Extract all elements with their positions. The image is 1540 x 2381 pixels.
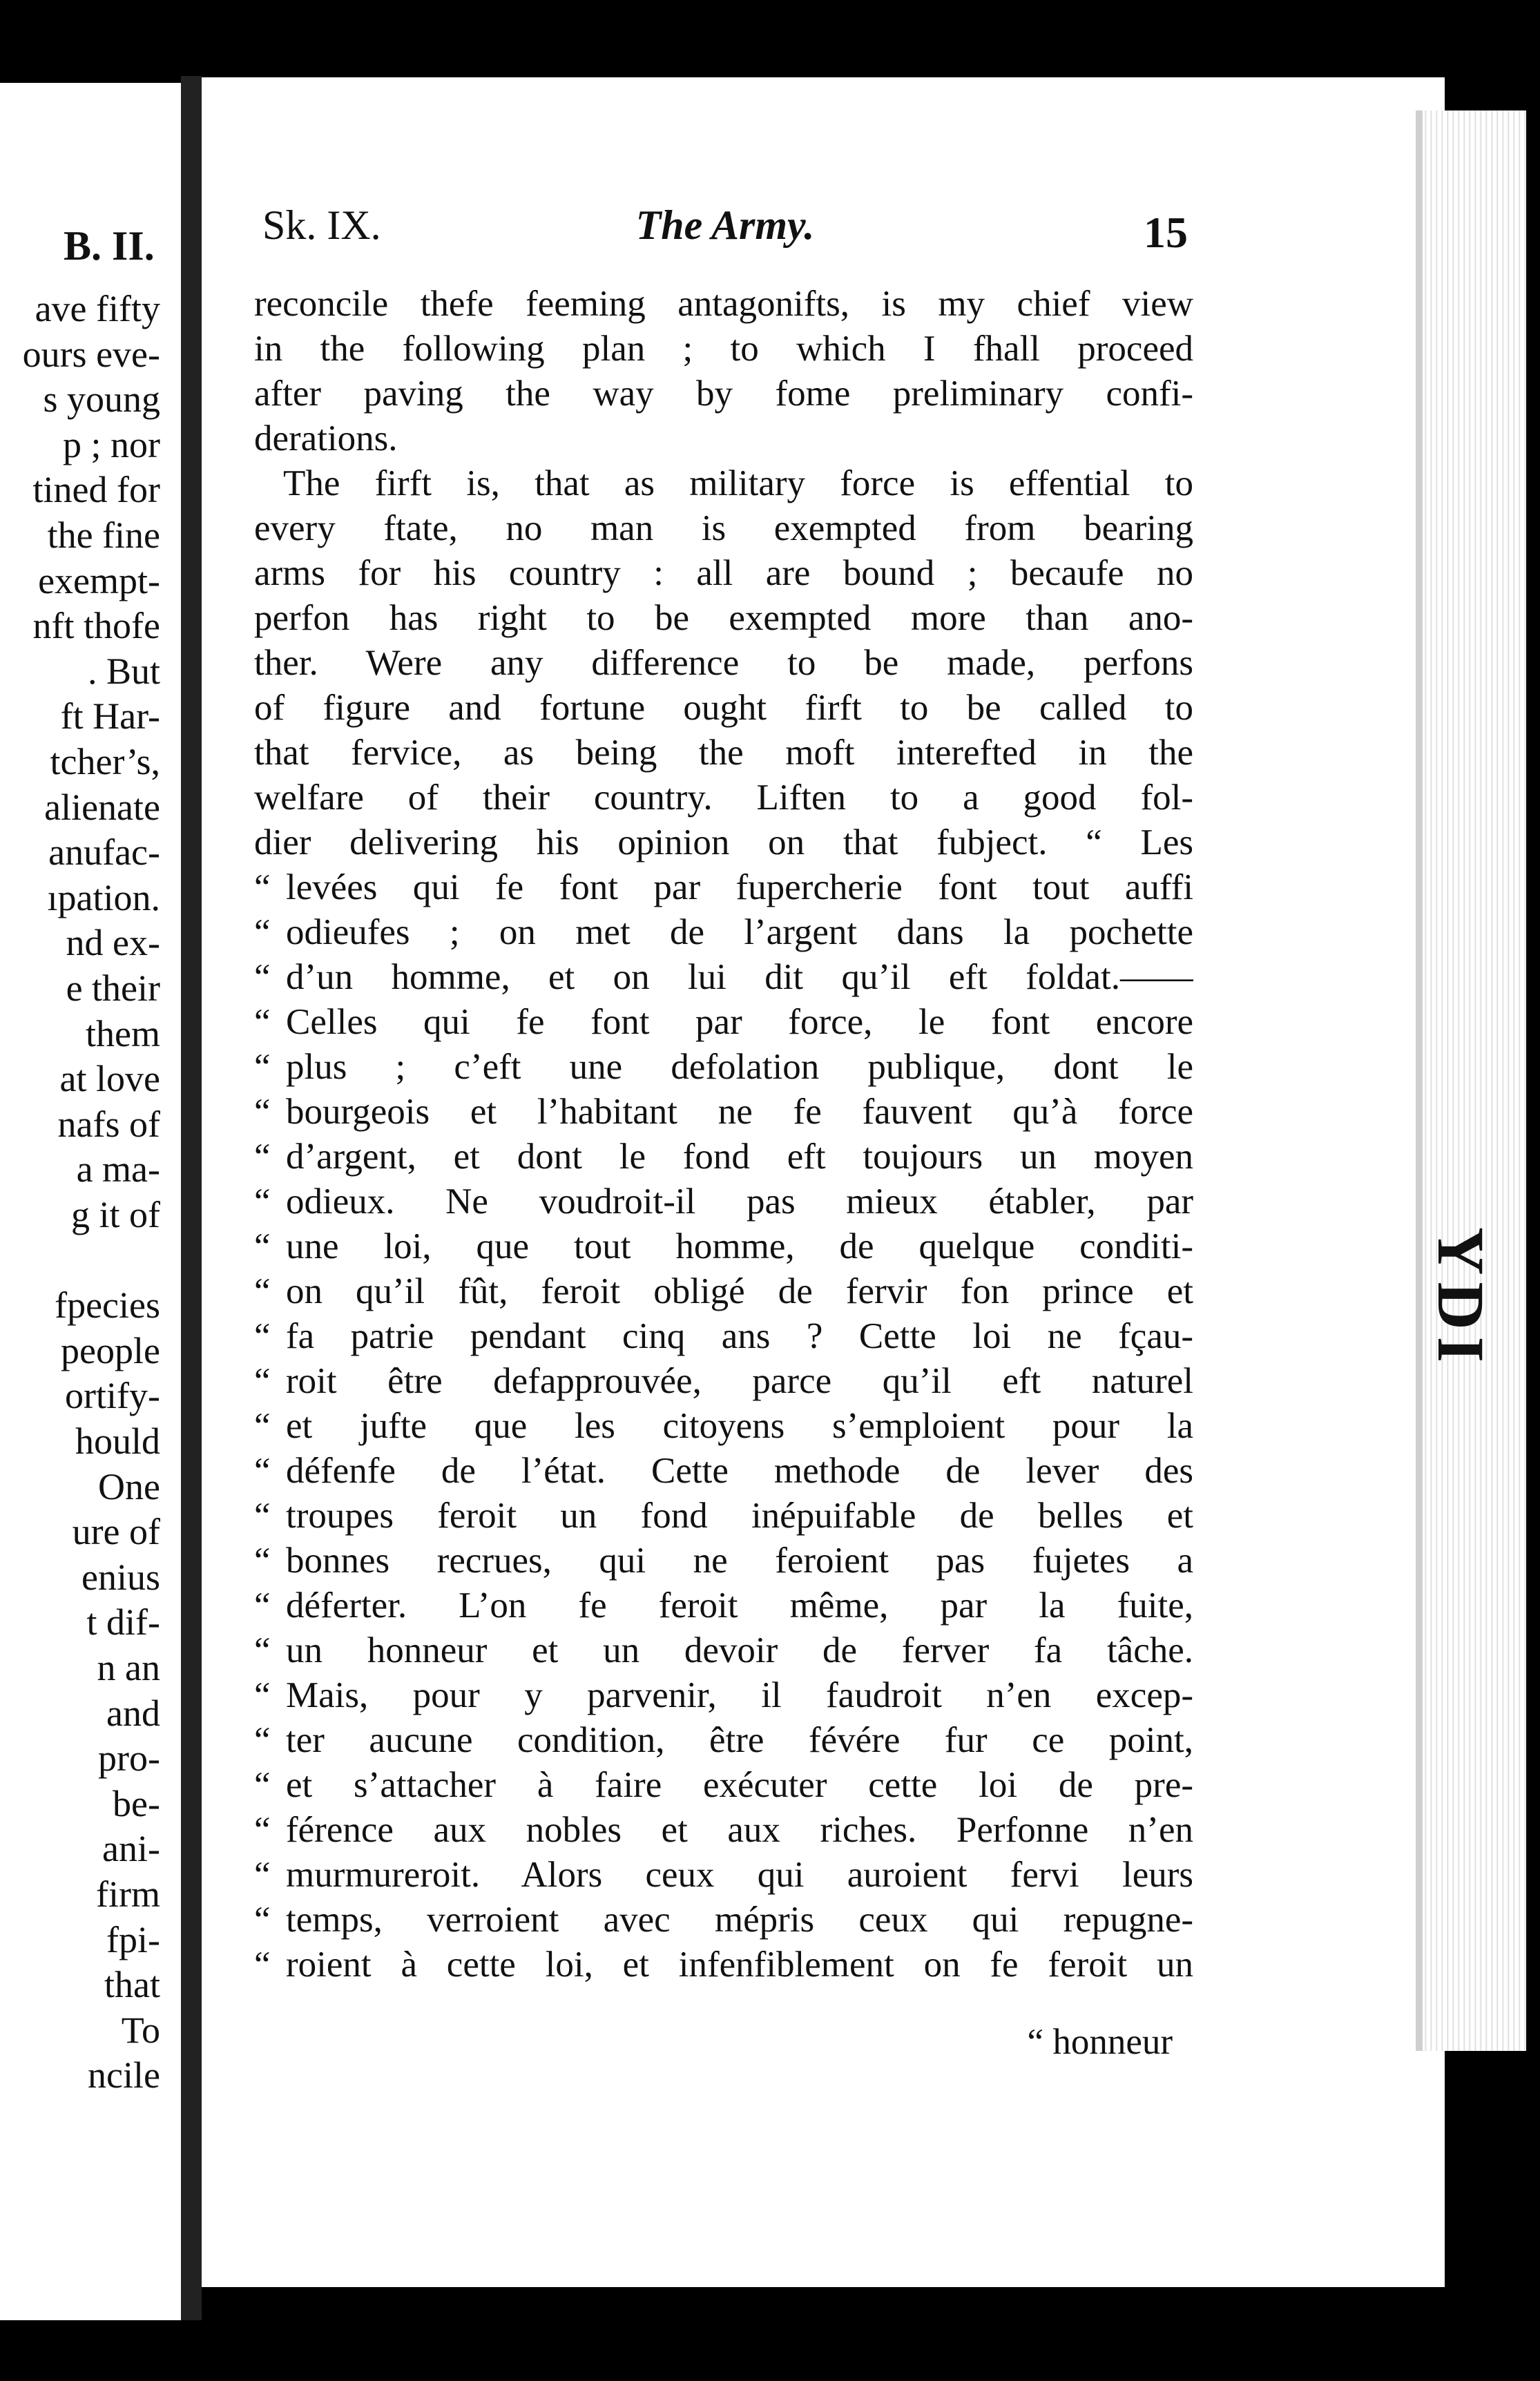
- text-line: [254, 1314, 1193, 1359]
- text-line: [254, 865, 1193, 910]
- left-fragment: p ; nor: [63, 423, 160, 465]
- left-fragment: e their: [66, 967, 160, 1009]
- line-text: et s’attacher à faire exécuter cette loi de pre-: [286, 1765, 1193, 1805]
- left-fragment: exempt-: [38, 559, 160, 601]
- left-fragment: that: [104, 1964, 160, 2006]
- left-fragment: tcher’s,: [50, 741, 160, 782]
- line-text: murmureroit. Alors ceux qui auroient fervi leurs: [286, 1855, 1193, 1895]
- left-fragment: alienate: [44, 786, 160, 828]
- left-fragment: and: [106, 1692, 160, 1734]
- line-text: The firft is, that as military force is effential to: [283, 463, 1193, 503]
- line-text: bonnes recrues, qui ne feroient pas fujetes a: [286, 1541, 1193, 1581]
- line-text: déferter. L’on fe feroit même, par la fuite,: [286, 1585, 1193, 1626]
- quote-mark: “: [254, 1496, 271, 1536]
- text-line: [254, 551, 1193, 596]
- left-fragment: ncile: [88, 2054, 160, 2096]
- left-fragment: g it of: [71, 1194, 160, 1235]
- text-line: [254, 1808, 1193, 1853]
- text-line: [254, 1135, 1193, 1179]
- line-text: plus ; c’eft une defolation publique, dont le: [286, 1047, 1193, 1087]
- left-fragment: anufac-: [48, 831, 160, 874]
- text-line: [254, 1583, 1193, 1628]
- left-fragment: them: [86, 1012, 160, 1054]
- text-line: [254, 1224, 1193, 1269]
- text-line: [254, 1853, 1193, 1898]
- page-number: 15: [1144, 208, 1188, 257]
- line-text: odieux. Ne voudroit-il pas mieux établer, par: [286, 1182, 1193, 1222]
- line-text: welfare of their country. Liften to a good fol-: [254, 778, 1193, 818]
- left-fragment: To: [121, 2009, 160, 2051]
- quote-mark: “: [254, 1630, 271, 1670]
- quote-mark: “: [254, 1092, 271, 1132]
- catchword: “ honneur: [1027, 2022, 1173, 2062]
- quote-mark: “: [254, 1137, 271, 1177]
- left-fragment: a ma-: [76, 1148, 160, 1190]
- quote-mark: “: [254, 1945, 271, 1985]
- text-line: [254, 775, 1193, 820]
- page-edge: [1416, 110, 1526, 2051]
- line-text: that fervice, as being the moft interefted in the: [254, 733, 1193, 773]
- text-line: [254, 820, 1193, 865]
- quote-mark: “: [254, 1765, 271, 1805]
- quote-mark: “: [254, 1855, 271, 1895]
- line-text: on qu’il fût, feroit obligé de fervir fon prince et: [286, 1271, 1193, 1311]
- left-fragment: s young: [43, 378, 160, 421]
- line-text: Mais, pour y parvenir, il faudroit n’en excep-: [286, 1675, 1193, 1715]
- quote-mark: “: [254, 1271, 271, 1311]
- quote-mark: “: [254, 1900, 271, 1940]
- text-line: [254, 327, 1193, 372]
- text-line: [254, 1718, 1193, 1763]
- line-text: roit être defapprouvée, parce qu’il eft naturel: [286, 1361, 1193, 1401]
- text-line: [254, 1943, 1193, 1987]
- text-line: [254, 282, 1193, 327]
- quote-mark: “: [254, 1002, 271, 1042]
- text-line: [254, 1000, 1193, 1045]
- line-text: reconcile thefe feeming antagonifts, is my chief view: [254, 284, 1193, 324]
- line-text: troupes feroit un fond inépuifable de belles et: [286, 1496, 1193, 1536]
- line-text: d’argent, et dont le fond eft toujours un moyen: [286, 1137, 1193, 1177]
- quote-mark: “: [254, 912, 271, 952]
- line-text: bourgeois et l’habitant ne fe fauvent qu’à force: [286, 1092, 1193, 1132]
- left-fragment: t dif-: [86, 1601, 160, 1643]
- left-fragment: tined for: [32, 469, 160, 511]
- line-text: ther. Were any difference to be made, perfons: [254, 643, 1193, 683]
- text-line: [254, 416, 1193, 461]
- quote-mark: “: [254, 1047, 271, 1087]
- left-fragment: enius: [81, 1556, 160, 1598]
- left-fragment: firm: [96, 1873, 160, 1915]
- page-title: The Army.: [635, 202, 815, 248]
- left-fragment: at love: [59, 1058, 160, 1100]
- text-line: [254, 1090, 1193, 1135]
- text-line: [254, 596, 1193, 641]
- text-line: [254, 910, 1193, 955]
- line-text: in the following plan ; to which I fhall proceed: [254, 329, 1193, 369]
- left-fragment: fpecies: [55, 1284, 160, 1327]
- text-line: [254, 1269, 1193, 1314]
- left-fragment: fpi-: [106, 1918, 160, 1960]
- left-fragment: ure of: [72, 1511, 160, 1553]
- line-text: of figure and fortune ought firft to be called to: [254, 688, 1193, 728]
- left-fragment: ft Har-: [60, 695, 160, 738]
- quote-mark: “: [254, 1675, 271, 1715]
- left-fragment: be-: [113, 1782, 160, 1824]
- text-line: [254, 461, 1193, 506]
- page-edge-shadow: [1416, 110, 1423, 2051]
- left-fragment: ours eve-: [22, 333, 160, 375]
- text-line: [254, 1179, 1193, 1224]
- quote-mark: “: [254, 1182, 271, 1222]
- left-fragment: One: [98, 1465, 160, 1507]
- line-text: levées qui fe font par fupercherie font tout auffi: [286, 867, 1193, 907]
- quote-mark: “: [254, 1226, 271, 1266]
- left-fragment: ortify-: [65, 1375, 160, 1417]
- quote-mark: “: [254, 1451, 271, 1491]
- line-text: férence aux nobles et aux riches. Perfonne n’en: [286, 1810, 1193, 1850]
- left-fragment: ave fifty: [35, 288, 160, 329]
- left-fragment: nft thofe: [32, 605, 160, 647]
- text-line: [254, 1494, 1193, 1539]
- quote-mark: “: [254, 1810, 271, 1850]
- text-line: [254, 1539, 1193, 1583]
- text-line: [254, 1763, 1193, 1808]
- text-line: [254, 1673, 1193, 1718]
- left-fragment: nd ex-: [66, 922, 160, 964]
- line-text: défenfe de l’état. Cette methode de lever des: [286, 1451, 1193, 1491]
- quote-mark: “: [254, 1585, 271, 1626]
- text-line: [254, 1898, 1193, 1943]
- line-text: fa patrie pendant cinq ans ? Cette loi ne fçau-: [286, 1316, 1193, 1356]
- line-text: odieufes ; on met de l’argent dans la pochette: [286, 912, 1193, 952]
- line-text: dier delivering his opinion on that fubject. “ Les: [254, 822, 1193, 862]
- quote-mark: “: [254, 1361, 271, 1401]
- left-fragment: ani-: [102, 1828, 160, 1870]
- text-line: [254, 1359, 1193, 1404]
- line-text: perfon has right to be exempted more than ano-: [254, 598, 1193, 638]
- edge-text: YDI: [1424, 1227, 1499, 1370]
- line-text: roient à cette loi, et infenfiblement on fe feroit un: [286, 1945, 1193, 1985]
- line-text: une loi, que tout homme, de quelque conditi-: [286, 1226, 1193, 1266]
- line-text: Celles qui fe font par force, le font encore: [286, 1002, 1193, 1042]
- text-line: [254, 1045, 1193, 1090]
- line-text: ter aucune condition, être févére fur ce point,: [286, 1720, 1193, 1760]
- line-text: every ftate, no man is exempted from bearing: [254, 508, 1193, 548]
- text-line: [254, 641, 1193, 686]
- book-gutter: [181, 76, 202, 2320]
- quote-mark: “: [254, 1541, 271, 1581]
- text-line: [254, 1628, 1193, 1673]
- left-fragment: hould: [75, 1420, 160, 1462]
- running-head: [262, 202, 1188, 257]
- text-line: [254, 1449, 1193, 1494]
- line-text: d’un homme, et on lui dit qu’il eft foldat.——: [286, 957, 1193, 997]
- text-line: [254, 506, 1193, 551]
- text-line: [254, 686, 1193, 731]
- text-line: [254, 372, 1193, 416]
- left-page-heading: B. II.: [64, 223, 155, 269]
- text-line: [254, 1404, 1193, 1449]
- quote-mark: “: [254, 1720, 271, 1760]
- line-text: temps, verroient avec mépris ceux qui repugne-: [286, 1900, 1193, 1940]
- line-text: after paving the way by fome preliminary confi-: [254, 374, 1193, 414]
- quote-mark: “: [254, 1316, 271, 1356]
- left-fragment: n an: [97, 1647, 160, 1688]
- left-fragment: pro-: [98, 1737, 160, 1780]
- left-fragment: nafs of: [57, 1103, 160, 1145]
- line-text: et jufte que les citoyens s’emploient pour la: [286, 1406, 1193, 1446]
- line-text: un honneur et un devoir de ferver fa tâche.: [286, 1630, 1193, 1670]
- body-text: [254, 282, 1193, 1987]
- left-fragment: people: [61, 1329, 160, 1371]
- text-line: [254, 955, 1193, 1000]
- quote-mark: “: [254, 867, 271, 907]
- line-text: derations.: [254, 418, 398, 459]
- quote-mark: “: [254, 957, 271, 997]
- left-fragment: . But: [87, 650, 160, 692]
- left-fragment: the fine: [47, 514, 160, 556]
- section-label: Sk. IX.: [262, 202, 381, 248]
- left-fragment: ıpation.: [47, 876, 160, 918]
- line-text: arms for his country : all are bound ; becaufe no: [254, 553, 1193, 593]
- quote-mark: “: [254, 1406, 271, 1446]
- text-line: [254, 731, 1193, 775]
